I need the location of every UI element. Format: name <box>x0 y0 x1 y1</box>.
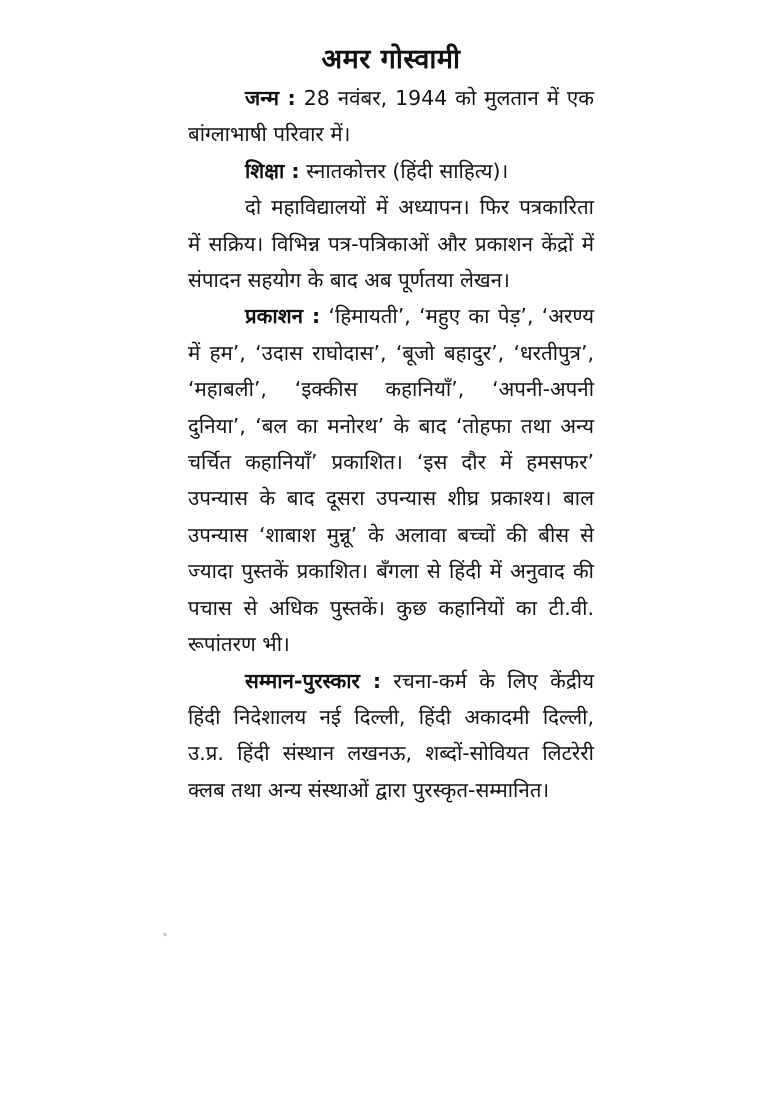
birth-text: 28 नवंबर, 1944 को मुलतान में एक बांग्लाभाषी परिवार में। <box>188 86 594 147</box>
awards-text: रचना-कर्म के लिए केंद्रीय हिंदी निदेशालय नई दिल्ली, हिंदी अकादमी दिल्ली, उ.प्र. हिंदी संस्थान लखनऊ, शब्दों-सोवियत लिटरेरी क्लब तथा अन्य संस्थाओं द्वारा पुरस्कृत-सम्मानित। <box>188 668 594 802</box>
scan-speck <box>163 932 168 937</box>
birth-paragraph <box>188 80 594 153</box>
awards-paragraph <box>188 663 594 809</box>
education-label: शिक्षा : <box>245 158 300 183</box>
career-text: दो महाविद्यालयों में अध्यापन। फिर पत्रकारिता में सक्रिय। विभिन्न पत्र-पत्रिकाओं और प्रकाशन केंद्रों में संपादन सहयोग के बाद अब पूर्णतया लेखन। <box>188 195 594 293</box>
career-paragraph <box>188 189 594 298</box>
publications-label: प्रकाशन : <box>245 304 321 329</box>
education-paragraph <box>188 153 594 189</box>
publications-text: ‘हिमायती’, ‘महुए का पेड़’, ‘अरण्य में हम’, ‘उदास राघोदास’, ‘बूजो बहादुर’, ‘धरतीपुत्र’, ‘महाबली’, ‘इक्कीस कहानियाँ’, ‘अपनी-अपनी दुनिया’, ‘बल का मनोरथ’ के बाद ‘तोहफा तथा अन्य चर्चित कहानियाँ’ प्रकाशित। ‘इस दौर में हमसफर’ उपन्यास के बाद दूसरा उपन्यास शीघ्र प्रकाश्य। बाल उपन्यास ‘शाबाश मुन्नू’ के अलावा बच्चों की बीस से ज्यादा पुस्तकें प्रकाशित। बँगला से हिंदी में अनुवाद की पचास से अधिक पुस्तकें। कुछ कहानियों का टी.वी. रूपांतरण भी। <box>188 304 594 657</box>
author-name-title: अमर गोस्वामी <box>321 44 461 76</box>
education-text: स्नातकोत्तर (हिंदी साहित्य)। <box>299 158 509 183</box>
awards-label: सम्मान-पुरस्कार : <box>245 668 382 693</box>
biography-body <box>188 80 594 808</box>
publications-paragraph <box>188 298 594 662</box>
birth-label: जन्म : <box>245 86 296 110</box>
